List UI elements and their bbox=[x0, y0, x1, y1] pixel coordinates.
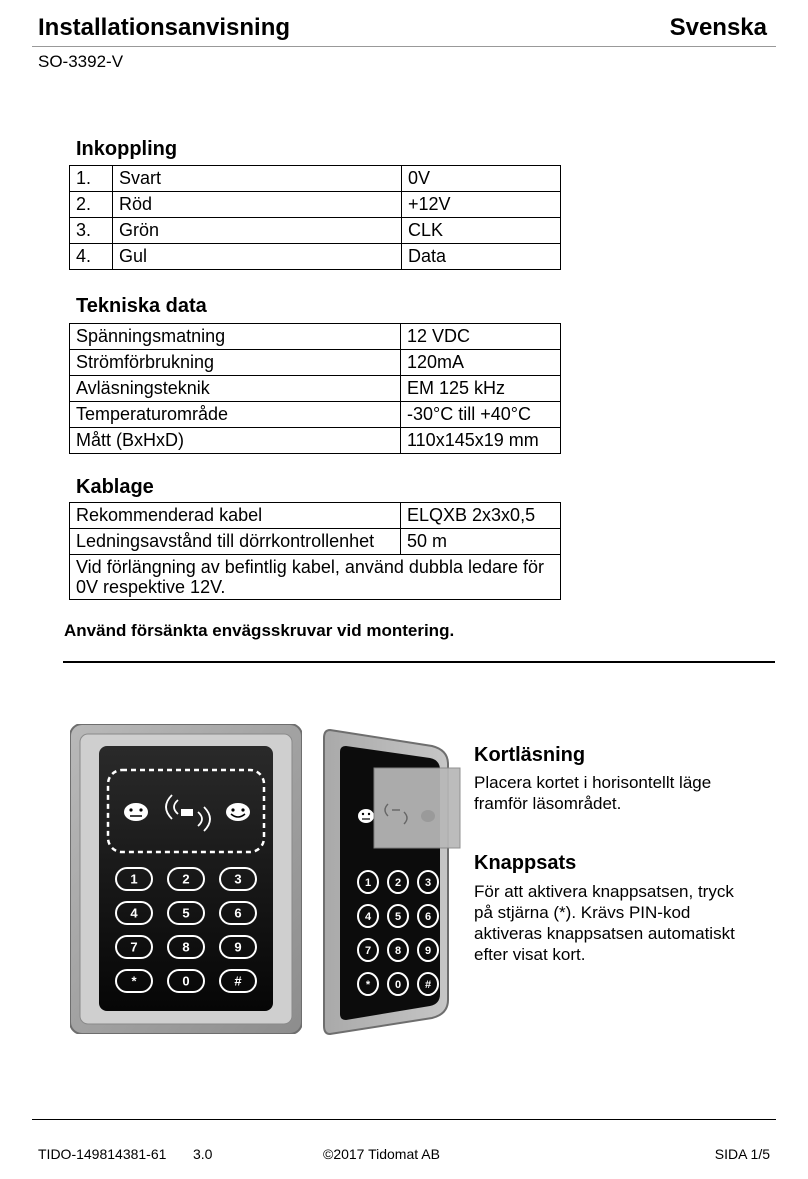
table-row bbox=[70, 503, 561, 529]
keypad-key-label: * bbox=[365, 978, 371, 991]
card-reading-heading: Kortläsning bbox=[474, 744, 586, 766]
keypad-key-label: * bbox=[131, 973, 137, 989]
keypad-front-illustration bbox=[70, 724, 302, 1034]
tekniska-heading: Tekniska data bbox=[76, 295, 207, 317]
table-cell: Svart bbox=[113, 166, 402, 192]
table-row bbox=[70, 402, 561, 428]
table-row bbox=[70, 192, 561, 218]
table-row bbox=[70, 428, 561, 454]
table-cell: Gul bbox=[113, 244, 402, 270]
inkoppling-heading: Inkoppling bbox=[76, 138, 178, 160]
table-cell: Avläsningsteknik bbox=[70, 376, 401, 402]
page-number: SIDA 1/5 bbox=[714, 1146, 770, 1162]
text-line: på stjärna (*). Krävs PIN-kod bbox=[474, 903, 691, 922]
table-cell: ELQXB 2x3x0,5 bbox=[401, 503, 561, 529]
text-line: För att aktivera knappsatsen, tryck bbox=[474, 882, 734, 901]
table-cell: Spänningsmatning bbox=[70, 324, 401, 350]
kablage-heading: Kablage bbox=[76, 476, 154, 498]
keypad-key-label: 0 bbox=[182, 973, 190, 989]
keypad-key-label: 2 bbox=[182, 871, 190, 887]
text-line: aktiveras knappsatsen automatiskt bbox=[474, 924, 735, 943]
keypad-key-label: 6 bbox=[234, 905, 242, 921]
table-cell: -30°C till +40°C bbox=[401, 402, 561, 428]
table-cell: Vid förlängning av befintlig kabel, använd dubbla ledare för 0V respektive 12V. bbox=[70, 555, 561, 600]
table-row bbox=[70, 324, 561, 350]
keypad-key-label: 1 bbox=[130, 871, 138, 887]
table-cell: Röd bbox=[113, 192, 402, 218]
keypad-key-label: 5 bbox=[394, 910, 402, 923]
keypad-key-label: 7 bbox=[130, 939, 138, 955]
keypad-key-label: 2 bbox=[394, 876, 402, 889]
keypad-key-label: 4 bbox=[130, 905, 138, 921]
keypad-key-label: 6 bbox=[424, 910, 432, 923]
table-cell: 50 m bbox=[401, 529, 561, 555]
copyright: ©2017 Tidomat AB bbox=[323, 1146, 440, 1162]
keypad-card-illustration bbox=[322, 728, 462, 1036]
sad-face-icon bbox=[358, 809, 374, 823]
keypad-text bbox=[474, 881, 735, 965]
keypad-key-label: 5 bbox=[182, 905, 190, 921]
table-row bbox=[70, 350, 561, 376]
table-cell: Data bbox=[402, 244, 561, 270]
table-cell: 4. bbox=[70, 244, 113, 270]
language-label: Svenska bbox=[669, 14, 767, 41]
table-cell: Rekommenderad kabel bbox=[70, 503, 401, 529]
table-cell: 0V bbox=[402, 166, 561, 192]
model-number: SO-3392-V bbox=[38, 52, 124, 71]
keypad-key-label: # bbox=[234, 973, 242, 989]
inkoppling-table bbox=[69, 165, 561, 270]
header-divider bbox=[32, 46, 776, 47]
document-version: 3.0 bbox=[193, 1146, 213, 1162]
keypad-key-label: 9 bbox=[424, 944, 432, 957]
table-cell: +12V bbox=[402, 192, 561, 218]
keypad-key-label: 3 bbox=[234, 871, 242, 887]
table-cell: 120mA bbox=[401, 350, 561, 376]
table-row bbox=[70, 376, 561, 402]
table-row bbox=[70, 218, 561, 244]
keypad-key-label: # bbox=[424, 978, 432, 991]
table-row bbox=[70, 244, 561, 270]
table-cell: EM 125 kHz bbox=[401, 376, 561, 402]
table-cell: 12 VDC bbox=[401, 324, 561, 350]
table-cell: Grön bbox=[113, 218, 402, 244]
text-line: Placera kortet i horisontellt läge bbox=[474, 773, 712, 792]
section-divider bbox=[63, 661, 775, 663]
table-cell: Temperaturområde bbox=[70, 402, 401, 428]
table-row bbox=[70, 529, 561, 555]
footer-divider bbox=[32, 1119, 776, 1120]
keypad-key-label: 3 bbox=[424, 876, 432, 889]
text-line: framför läsområdet. bbox=[474, 794, 622, 813]
document-title: Installationsanvisning bbox=[38, 14, 291, 41]
keypad-key-label: 8 bbox=[394, 944, 402, 957]
table-cell: CLK bbox=[402, 218, 561, 244]
text-line: efter visat kort. bbox=[474, 945, 586, 964]
table-row bbox=[70, 166, 561, 192]
table-cell: Ledningsavstånd till dörrkontrollenhet bbox=[70, 529, 401, 555]
table-cell: 1. bbox=[70, 166, 113, 192]
table-cell: 3. bbox=[70, 218, 113, 244]
table-cell: 2. bbox=[70, 192, 113, 218]
table-cell: Mått (BxHxD) bbox=[70, 428, 401, 454]
kablage-table bbox=[69, 502, 561, 600]
keypad-key-label: 0 bbox=[394, 978, 402, 991]
card-icon bbox=[374, 768, 460, 848]
keypad-key-label: 7 bbox=[364, 944, 372, 957]
document-id: TIDO-149814381-61 bbox=[38, 1146, 167, 1162]
table-cell: Strömförbrukning bbox=[70, 350, 401, 376]
table-cell: 110x145x19 mm bbox=[401, 428, 561, 454]
keypad-key-label: 9 bbox=[234, 939, 242, 955]
keypad-key-label: 1 bbox=[364, 876, 372, 889]
happy-face-icon bbox=[226, 803, 250, 821]
sad-face-icon bbox=[124, 803, 148, 821]
table-row bbox=[70, 555, 561, 600]
keypad-key-label: 8 bbox=[182, 939, 190, 955]
mounting-note: Använd försänkta envägsskruvar vid montering. bbox=[64, 621, 455, 640]
tekniska-table bbox=[69, 323, 561, 454]
card-reading-text bbox=[474, 772, 711, 814]
keypad-key-label: 4 bbox=[364, 910, 372, 923]
keypad-heading: Knappsats bbox=[474, 852, 577, 874]
